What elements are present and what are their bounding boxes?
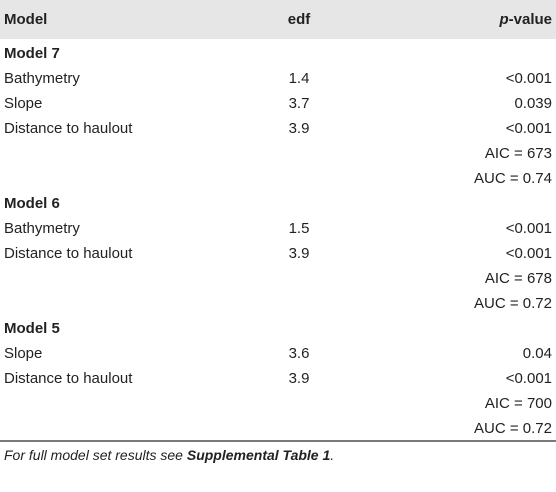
row-p-value: <0.001: [505, 120, 552, 137]
row-p-value: 0.039: [514, 95, 552, 112]
table-row: [0, 91, 556, 116]
footnote-prefix: For full model set results see: [4, 447, 187, 463]
row-label: Bathymetry: [4, 220, 80, 237]
row-label: Distance to haulout: [4, 120, 133, 137]
row-p-value: 0.04: [522, 345, 552, 362]
row-p-value: <0.001: [505, 370, 552, 387]
row-label: Model 5: [4, 320, 60, 337]
footnote-suffix: .: [330, 447, 335, 463]
row-p-value: <0.001: [505, 220, 552, 237]
table-row: [0, 416, 556, 441]
row-edf: 1.5: [288, 220, 310, 237]
footnote-reference: Supplemental Table 1: [186, 447, 331, 463]
header-edf: edf: [287, 11, 311, 28]
row-label: Slope: [4, 345, 43, 362]
row-edf: 3.9: [288, 245, 310, 262]
table-row: [0, 366, 556, 391]
section-header-row: [0, 191, 556, 216]
table-row: [0, 216, 556, 241]
row-edf: 3.9: [288, 120, 310, 137]
row-edf: 3.9: [288, 370, 310, 387]
row-label: Model 7: [4, 45, 60, 62]
row-label: Distance to haulout: [4, 370, 133, 387]
row-p-value: <0.001: [505, 245, 552, 262]
row-p-value: AUC = 0.72: [474, 295, 552, 312]
table-header: [0, 0, 556, 39]
row-edf: 3.7: [288, 95, 310, 112]
table-footnote: [4, 445, 334, 465]
row-p-value: AIC = 673: [484, 145, 552, 162]
table-row: [0, 116, 556, 141]
row-label: Slope: [4, 95, 43, 112]
row-label: Distance to haulout: [4, 245, 133, 262]
table-row: [0, 166, 556, 191]
row-edf: 1.4: [288, 70, 310, 87]
table-row: [0, 66, 556, 91]
section-header-row: [0, 316, 556, 341]
table-row: [0, 241, 556, 266]
row-label: Bathymetry: [4, 70, 80, 87]
row-edf: 3.6: [288, 345, 310, 362]
row-p-value: AUC = 0.74: [474, 170, 552, 187]
header-p-italic: p: [499, 11, 509, 28]
table-row: [0, 341, 556, 366]
table-row: [0, 266, 556, 291]
table-row: [0, 291, 556, 316]
row-label: Model 6: [4, 195, 60, 212]
row-p-value: AUC = 0.72: [474, 420, 552, 437]
header-model: Model: [4, 11, 48, 28]
row-p-value: <0.001: [505, 70, 552, 87]
table-row: [0, 141, 556, 166]
header-p-value: [499, 0, 552, 39]
row-p-value: AIC = 678: [484, 270, 552, 287]
header-p-suffix: -value: [508, 11, 552, 28]
section-header-row: [0, 41, 556, 66]
table-row: [0, 391, 556, 416]
row-p-value: AIC = 700: [484, 395, 552, 412]
table-bottom-rule: [0, 440, 556, 442]
